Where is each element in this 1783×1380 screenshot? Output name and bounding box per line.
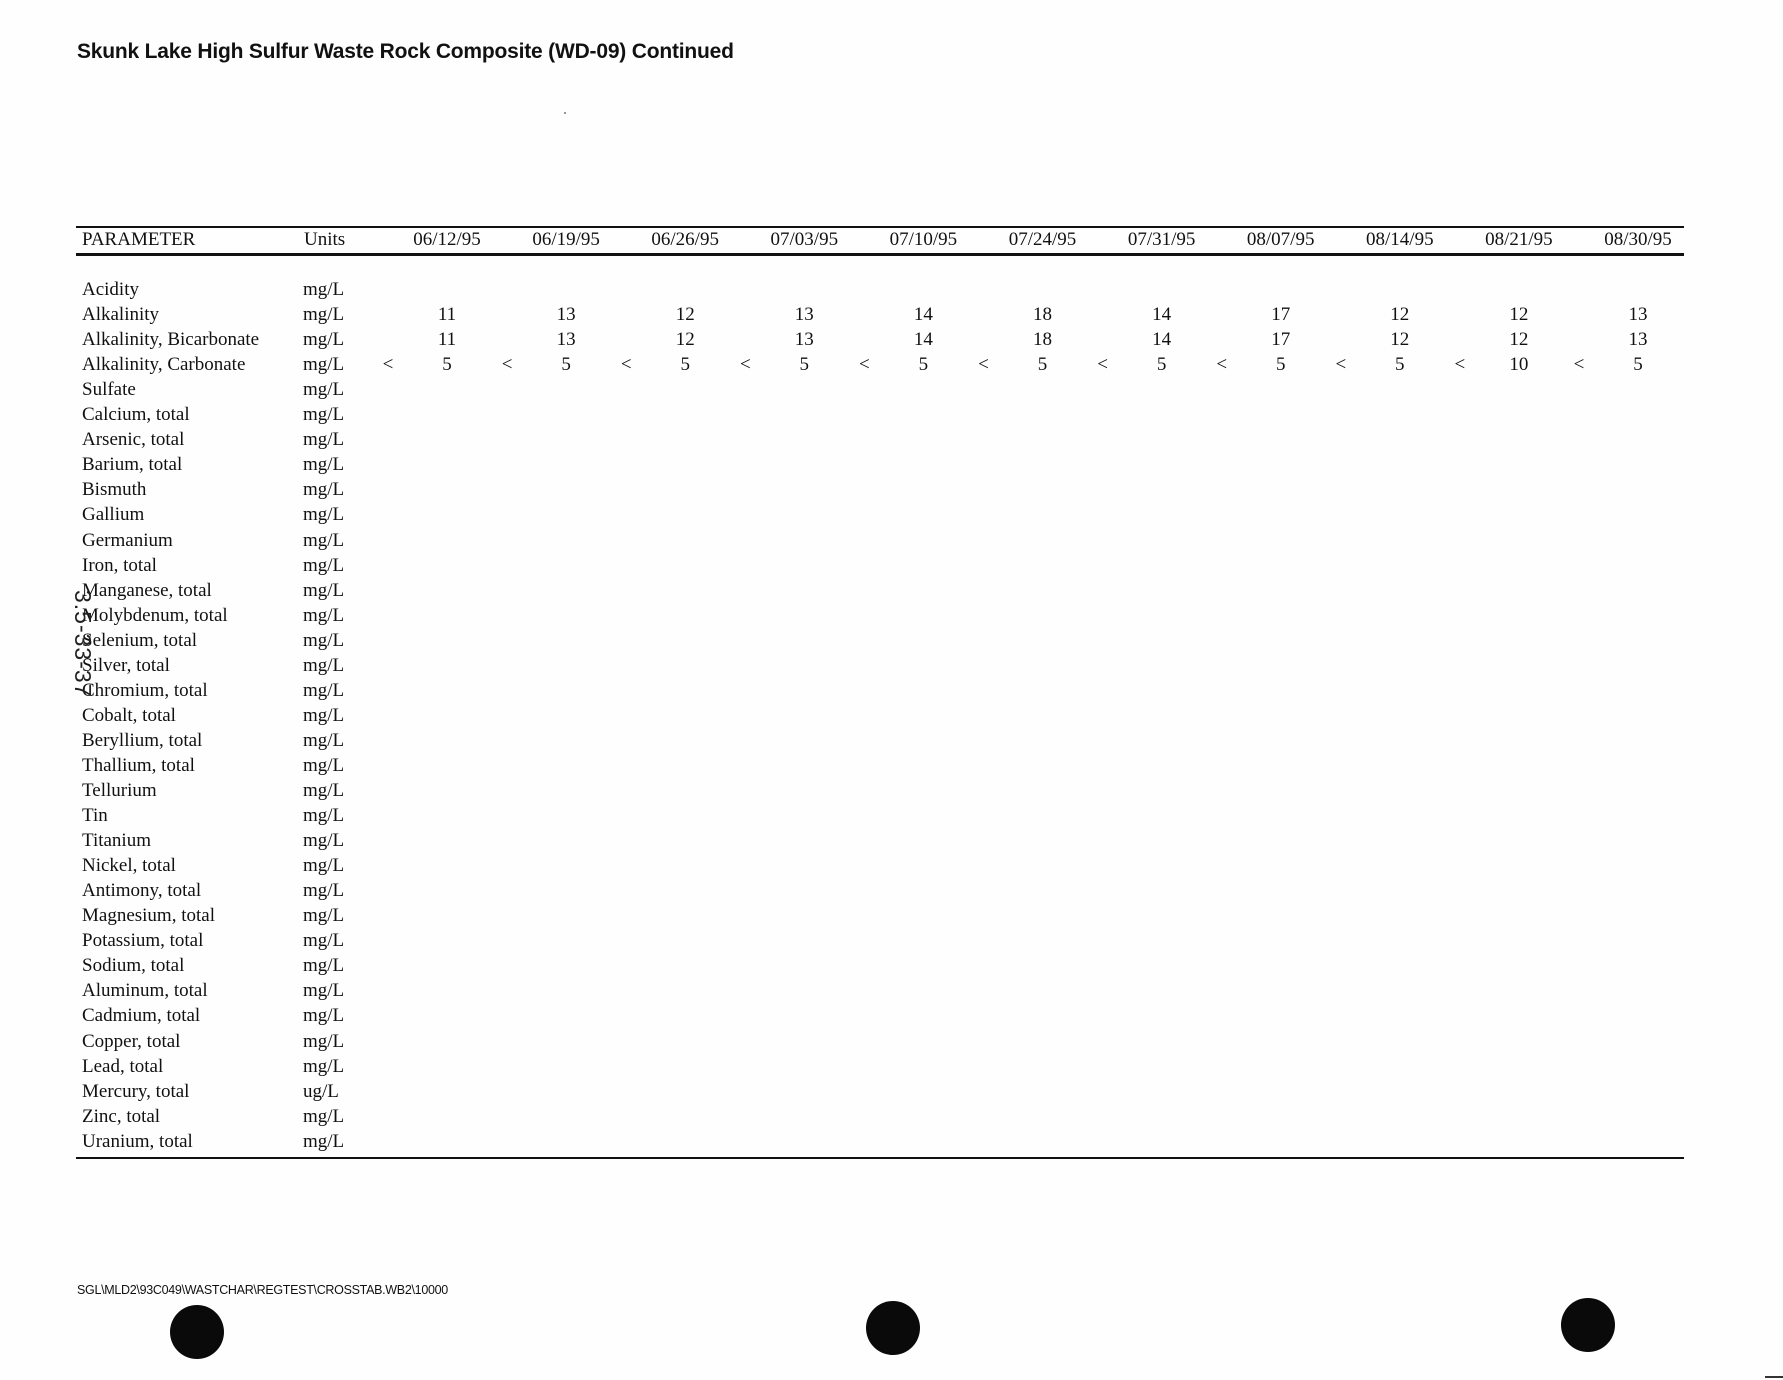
value-cell: 13 (556, 304, 576, 326)
binder-hole-left (170, 1305, 224, 1359)
parameter-cell: Uranium, total (82, 1130, 193, 1152)
units-cell: mg/L (303, 554, 345, 576)
value-cell: 5 (1395, 354, 1405, 376)
value-cell: 12 (1390, 304, 1410, 326)
units-cell: mg/L (303, 805, 345, 827)
value-cell: 18 (1033, 304, 1052, 326)
parameter-cell: Alkalinity, Bicarbonate (82, 329, 260, 351)
header-bottom-rule (76, 253, 1684, 256)
value-cell: 17 (1271, 329, 1291, 351)
parameter-cell: Aluminum, total (82, 980, 208, 1002)
qualifier-cell: < (382, 354, 394, 376)
parameter-cell: Iron, total (82, 554, 157, 576)
parameter-cell: Gallium (82, 504, 145, 526)
units-cell: mg/L (303, 955, 345, 977)
value-cell: 11 (437, 304, 457, 326)
units-cell: mg/L (303, 429, 345, 451)
parameter-cell: Nickel, total (82, 855, 176, 877)
parameter-cell: Beryllium, total (82, 729, 203, 751)
units-cell: mg/L (303, 604, 345, 626)
qualifier-cell: < (501, 354, 513, 376)
units-cell: mg/L (303, 830, 345, 852)
units-cell: mg/L (303, 980, 345, 1002)
table-bottom-rule (76, 1157, 1684, 1159)
parameter-cell: Cobalt, total (82, 704, 176, 726)
qualifier-cell: < (739, 354, 751, 376)
parameter-cell: Antimony, total (82, 880, 202, 902)
parameter-cell: Titanium (82, 830, 151, 852)
units-cell: mg/L (303, 354, 345, 376)
parameter-cell: Bismuth (82, 479, 147, 501)
units-cell: mg/L (303, 704, 345, 726)
value-cell: 12 (1509, 304, 1529, 326)
units-cell: mg/L (303, 1105, 345, 1127)
qualifier-cell: < (1335, 354, 1347, 376)
units-cell: mg/L (303, 329, 345, 351)
parameter-cell: Sulfate (82, 379, 136, 401)
parameter-cell: Acidity (82, 279, 139, 300)
value-cell: 5 (680, 354, 690, 376)
units-cell: mg/L (303, 654, 345, 676)
parameter-cell: Calcium, total (82, 404, 190, 426)
units-cell: mg/L (303, 379, 345, 401)
units-cell: mg/L (303, 679, 345, 701)
header-date: 07/31/95 (1127, 229, 1196, 250)
value-cell: 18 (1033, 329, 1052, 351)
units-cell: mg/L (303, 279, 345, 300)
units-cell: mg/L (303, 1005, 345, 1027)
units-cell: mg/L (303, 905, 345, 927)
parameter-cell: Tin (82, 805, 108, 827)
units-cell: mg/L (303, 629, 345, 651)
parameter-cell: Zinc, total (82, 1105, 161, 1127)
value-cell: 12 (675, 304, 695, 326)
value-cell: 5 (1275, 354, 1286, 376)
parameter-cell: Tellurium (82, 780, 157, 801)
units-cell: mg/L (303, 479, 345, 501)
parameter-cell: Germanium (82, 529, 173, 551)
table-top-rule (76, 226, 1684, 228)
units-cell: mg/L (303, 579, 345, 601)
value-cell: 11 (437, 329, 457, 351)
corner-mark (1765, 1376, 1783, 1378)
units-cell: mg/L (303, 454, 345, 476)
side-page-number: 3.5-33-37 (70, 590, 96, 698)
units-cell: mg/L (303, 855, 345, 877)
qualifier-cell: < (1454, 354, 1466, 376)
value-cell: 13 (1628, 329, 1648, 351)
parameter-cell: Arsenic, total (82, 429, 185, 451)
qualifier-cell: < (1573, 354, 1585, 376)
units-cell: mg/L (303, 504, 345, 526)
qualifier-cell: < (1216, 354, 1228, 376)
parameter-cell: Copper, total (82, 1030, 181, 1052)
stray-dot (564, 112, 566, 114)
value-cell: 12 (1509, 329, 1529, 351)
header-date: 06/26/95 (651, 229, 719, 250)
header-parameter: PARAMETER (82, 229, 196, 250)
units-cell: mg/L (303, 754, 345, 776)
qualifier-cell: < (859, 354, 870, 376)
value-cell: 5 (442, 354, 452, 376)
units-cell: mg/L (303, 1055, 345, 1077)
parameter-cell: Magnesium, total (82, 905, 215, 927)
value-cell: 10 (1509, 354, 1529, 376)
header-units: Units (304, 229, 346, 250)
value-cell: 12 (1390, 329, 1410, 351)
qualifier-cell: < (978, 354, 989, 376)
units-cell: mg/L (303, 1130, 345, 1152)
units-cell: mg/L (303, 729, 345, 751)
value-cell: 14 (913, 329, 933, 351)
parameter-cell: Selenium, total (82, 629, 198, 651)
parameter-cell: Chromium, total (82, 679, 208, 701)
header-date: 08/21/95 (1485, 229, 1553, 250)
parameter-cell: Cadmium, total (82, 1005, 201, 1027)
qualifier-cell: < (620, 354, 632, 376)
value-cell: 5 (1156, 354, 1167, 376)
parameter-cell: Lead, total (82, 1055, 164, 1077)
header-date: 08/30/95 (1604, 229, 1672, 250)
header-date: 07/10/95 (889, 229, 958, 250)
parameter-cell: Mercury, total (82, 1080, 190, 1102)
value-cell: 14 (913, 304, 933, 326)
parameter-cell: Silver, total (82, 654, 170, 676)
units-cell: mg/L (303, 529, 345, 551)
header-date: 07/24/95 (1008, 229, 1077, 250)
parameter-cell: Alkalinity, Carbonate (82, 354, 246, 376)
value-cell: 17 (1271, 304, 1291, 326)
header-date: 08/07/95 (1246, 229, 1315, 250)
header-date: 07/03/95 (770, 229, 839, 250)
value-cell: 13 (1628, 304, 1648, 326)
value-cell: 14 (1152, 304, 1172, 326)
qualifier-cell: < (1097, 354, 1108, 376)
value-cell: 13 (794, 304, 814, 326)
page-title: Skunk Lake High Sulfur Waste Rock Composite (WD-09) Continued (77, 40, 734, 63)
header-date: 08/14/95 (1366, 229, 1434, 250)
parameter-cell: Barium, total (82, 454, 183, 476)
value-cell: 14 (1152, 329, 1172, 351)
header-date: 06/12/95 (413, 229, 481, 250)
units-cell: mg/L (303, 880, 345, 902)
units-cell: mg/L (303, 304, 345, 326)
value-cell: 5 (1037, 354, 1048, 376)
value-cell: 5 (1633, 354, 1643, 376)
parameter-cell: Alkalinity (82, 304, 160, 326)
value-cell: 12 (675, 329, 695, 351)
units-cell: mg/L (303, 1030, 345, 1052)
units-cell: mg/L (303, 404, 345, 426)
value-cell: 5 (799, 354, 810, 376)
parameter-cell: Molybdenum, total (82, 604, 228, 626)
parameter-cell: Sodium, total (82, 955, 185, 977)
value-cell: 13 (794, 329, 814, 351)
header-date: 06/19/95 (532, 229, 600, 250)
value-cell: 13 (556, 329, 576, 351)
units-cell: mg/L (303, 780, 345, 801)
binder-hole-center (866, 1301, 920, 1355)
footer-file-path: SGL\MLD2\93C049\WASTCHAR\REGTEST\CROSSTAB.WB2\10000 (77, 1283, 448, 1297)
parameter-cell: Manganese, total (82, 579, 212, 601)
parameter-cell: Thallium, total (82, 754, 195, 776)
binder-hole-right (1561, 1298, 1615, 1352)
units-cell: ug/L (303, 1080, 339, 1102)
units-cell: mg/L (303, 930, 345, 952)
parameter-cell: Potassium, total (82, 930, 204, 952)
value-cell: 5 (561, 354, 571, 376)
value-cell: 5 (918, 354, 929, 376)
